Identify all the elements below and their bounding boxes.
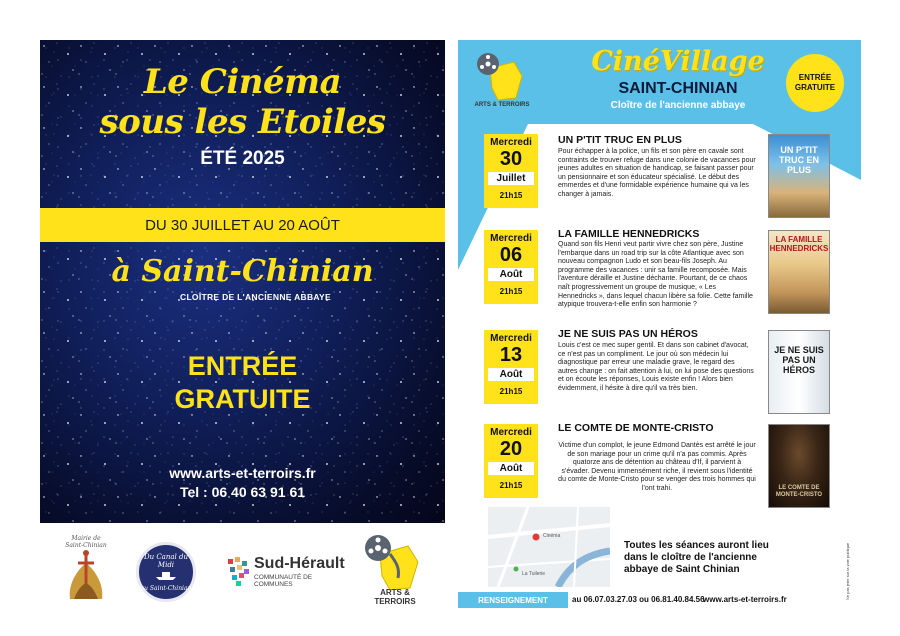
right-flyer: [458, 40, 861, 508]
sud-herault-squares-icon: [226, 555, 252, 589]
date-block: [484, 330, 538, 404]
poster-title-line2: sous les Etoiles: [99, 102, 386, 142]
badge-line2: GRATUITE: [794, 83, 836, 92]
arts-terroirs-logo-top: [472, 50, 532, 112]
poster-entry-line2: GRATUITE: [174, 384, 311, 414]
film-description: Pour échapper à la police, un fils et son père en cavale sont contraints de trouver refuge dans une colonie de vacances pour jeunes adultes en situation de handicap, se faisant passer pour un pensionnaire et son éducateur spécialisé. Le début des emmerdes et d'une formidable expérience humaine qui va les changer à jamais.: [558, 148, 756, 198]
date-day: Mercredi: [490, 233, 532, 244]
badge-line1: ENTRÉE: [798, 73, 832, 82]
date-month: Août: [488, 368, 534, 381]
date-day: Mercredi: [490, 137, 532, 148]
mairie-saint-chinian-logo: [56, 535, 116, 605]
poster-venue: CLOÎTRE DE L'ANCIENNE ABBAYE: [180, 292, 331, 302]
date-time: 21h15: [499, 191, 523, 200]
sud-herault-sub: COMMUNAUTÉ DE COMMUNES: [254, 574, 313, 588]
free-entry-badge: [786, 54, 844, 112]
date-month: Août: [488, 462, 534, 475]
date-block: [484, 230, 538, 304]
poster-caption: LE COMTE DE MONTE-CRISTO: [775, 485, 823, 498]
film-description: Quand son fils Henri veut partir vivre chez son père, Justine l'embarque dans un road trip sur la côte Atlantique avec son nouveau compagnon Ludo et son beau-fils Joseph. Au programme des vacances : unir sa famille recomposée. Mais l'aventure déraille et Justine déchante. Pourtant, de ce chaos naît progressivement un groupe de musique, « Les Hennedricks », dans lequel chacun libère sa folie. Cette famille atypique trouvera-t-elle enfin son harmonie ?: [558, 241, 753, 309]
poster-entry-line1: ENTRÉE: [187, 351, 298, 381]
date-month: Juillet: [488, 172, 534, 185]
canal-bottom-text: au Saint-Chinian: [140, 584, 192, 592]
vertical-notice: Ne pas jeter sur la voie publique: [845, 542, 850, 600]
arts-terroirs-logo-bottom: [360, 532, 430, 610]
arts-terroirs-wordmark-top: ARTS & TERROIRS: [474, 102, 530, 108]
film-poster-image: [768, 134, 830, 218]
film-reel-map-icon: [360, 532, 430, 594]
date-month: Août: [488, 268, 534, 281]
poster-title-line1: Le Cinéma: [143, 62, 342, 102]
canal-du-midi-logo: [136, 542, 196, 602]
film-description: Louis c'est ce mec super gentil. Et dans son cabinet d'avocat, ce n'est pas un compliment. Le jour où son médecin lui diagnostique par erreur une maladie grave, le regard des autres change : on fait attention à lui, on lui pose des questions et on écoute les réponses, Louis existe enfin ! Alors bien évidemment, il hésite à dire qu'il va très bien.: [558, 342, 754, 392]
poster-caption: JE NE SUIS PAS UN HÉROS: [774, 345, 824, 375]
poster-dates-text: DU 30 JUILLET AU 20 AOÛT: [145, 216, 340, 234]
date-number: 13: [499, 344, 523, 366]
date-number: 30: [499, 148, 523, 170]
date-block: [484, 424, 538, 498]
map-label-1: La Tuilerie: [522, 571, 546, 577]
sessions-info: Toutes les séances auront lieu dans le cloître de l'ancienne abbaye de Saint Chinian: [624, 540, 769, 575]
map-label-2: Cinéma: [543, 533, 561, 539]
date-time: 21h15: [499, 287, 523, 296]
date-block: [484, 134, 538, 208]
map-pin-icon[interactable]: [533, 534, 540, 541]
cinevillage-title: CinéVillage: [591, 46, 765, 77]
flyer-website-link[interactable]: www.arts-et-terroirs.fr: [703, 595, 787, 604]
renseignement-label: RENSEIGNEMENT: [478, 595, 548, 605]
film-poster-image: [768, 424, 830, 508]
canal-top-text: Du Canal du Midi: [143, 552, 188, 569]
date-time: 21h15: [499, 481, 523, 490]
poster-caption: LA FAMILLE HENNEDRICKS: [769, 235, 829, 253]
poster-dates-band: [40, 208, 445, 242]
poster-phone: Tel : 06 40 63 91 61: [179, 484, 306, 500]
mairie-line2: Saint-Chinian: [65, 542, 107, 549]
sud-herault-logo: [226, 553, 346, 593]
renseignement-phones: au 06.07.03.27.03 ou 06.81.40.84.56: [572, 595, 705, 604]
date-number: 06: [499, 244, 523, 266]
date-time: 21h15: [499, 387, 523, 396]
poster-website-link[interactable]: www.arts-et-terroirs.fr: [169, 465, 316, 481]
film-reel-map-icon-small: [472, 50, 532, 102]
poster-free-entry: [40, 350, 445, 416]
film-poster-image: [768, 230, 830, 314]
film-poster-image: [768, 330, 830, 414]
mairie-emblem-icon: [56, 549, 116, 601]
film-title: LE COMTE DE MONTE-CRISTO: [558, 422, 714, 434]
film-title: JE NE SUIS PAS UN HÉROS: [558, 328, 698, 340]
cinevillage-venue: Cloître de l'ancienne abbaye: [610, 100, 746, 111]
left-poster: [40, 40, 445, 523]
poster-season: ÉTÉ 2025: [200, 148, 285, 169]
date-day: Mercredi: [490, 333, 532, 344]
film-description: Victime d'un complot, le jeune Edmond Dantès est arrêté le jour de son mariage pour un crime qu'il n'a pas commis. Après quatorze ans de détention au château d'If, il parvient à s'évader. Devenu immensément riche, il revient sous l'identité du comte de Monte-Cristo pour se venger des trois hommes qui l'ont trahi.: [558, 442, 756, 492]
cinevillage-subtitle: SAINT-CHINIAN: [618, 80, 738, 97]
poster-location: à Saint-Chinian: [111, 254, 374, 289]
date-number: 20: [499, 438, 523, 460]
renseignement-label-bar: [458, 592, 568, 608]
sud-herault-name: Sud-Hérault: [254, 555, 345, 572]
arts-terroirs-wordmark: ARTS & TERROIRS: [374, 588, 416, 606]
film-title: LA FAMILLE HENNEDRICKS: [558, 228, 700, 240]
location-map[interactable]: [488, 507, 610, 587]
mairie-line1: Mairie de: [71, 535, 101, 542]
map-poi-icon: [514, 567, 519, 572]
film-title: UN P'TIT TRUC EN PLUS: [558, 134, 682, 146]
poster-caption: UN P'TIT TRUC EN PLUS: [779, 145, 819, 175]
date-day: Mercredi: [490, 427, 532, 438]
canal-boat-icon: [154, 569, 178, 581]
map-graphic: [488, 507, 610, 587]
